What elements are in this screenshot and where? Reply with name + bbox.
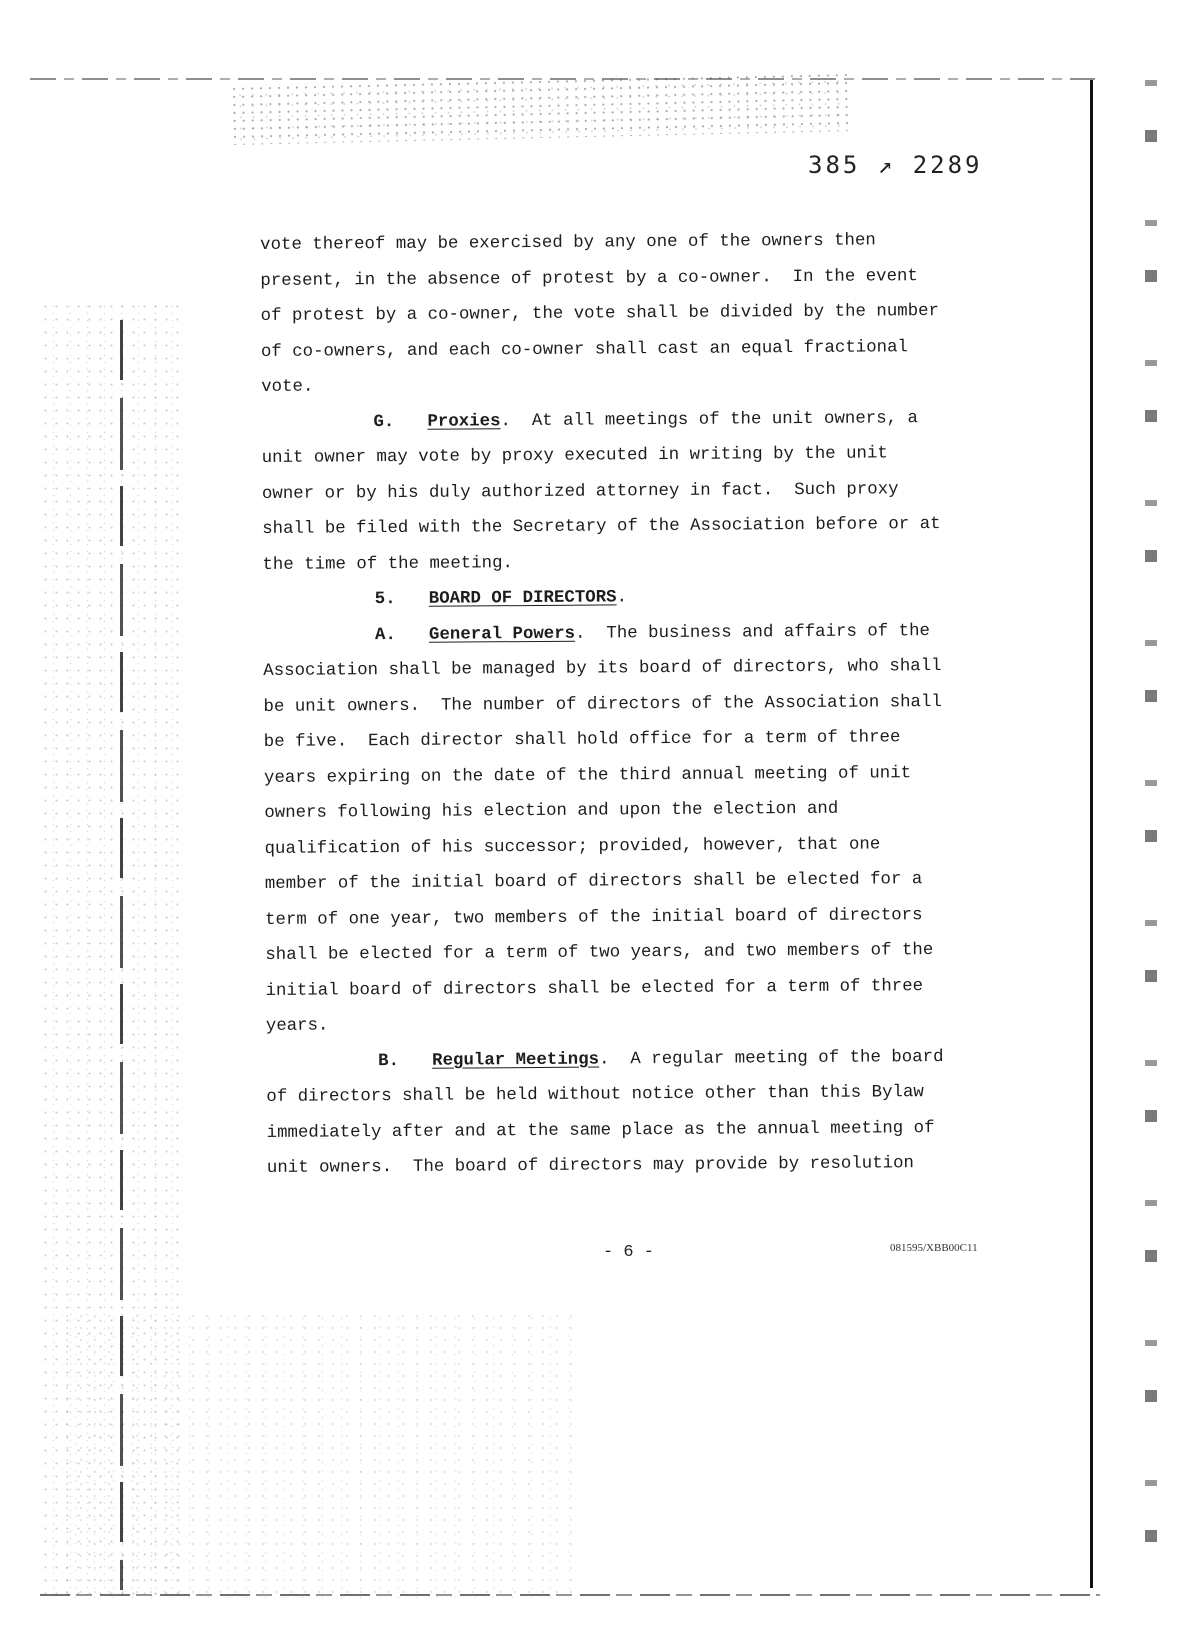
section-b-first-line (266, 1039, 986, 1080)
page-border-left (120, 320, 123, 1590)
text-span: . The business and affairs of the (575, 621, 930, 644)
text-line: vote thereof may be exercised by any one of the owners then (260, 231, 876, 255)
text-line: shall be filed with the Secretary of the Association before or at (262, 515, 941, 539)
book-page-number: 385 ↗ 2289 (808, 151, 983, 179)
section-heading-board: BOARD OF DIRECTORS (428, 588, 617, 609)
scan-noise-bottom (60, 1310, 580, 1600)
text-line: of co-owners, and each co-owner shall cast an equal fractional (260, 337, 909, 362)
document-body (260, 223, 987, 1187)
text-line: be unit owners. The number of directors of the Association shall (263, 692, 942, 717)
text-line: owner or by his duly authorized attorney in fact. Such proxy (261, 479, 899, 504)
section-number: 5. (374, 590, 396, 610)
margin-marks (1145, 40, 1157, 1600)
text-line: term of one year, two members of the initial board of directors (265, 905, 923, 930)
section-a-first-line (263, 613, 983, 654)
page-number: - 6 - (603, 1243, 655, 1262)
text-line: years. (265, 1016, 329, 1036)
text-span: . At all meetings of the unit owners, a (500, 408, 918, 431)
text-line: owners following his election and upon the election and (264, 799, 839, 823)
text-line: the time of the meeting. (262, 553, 514, 575)
text-line: present, in the absence of protest by a co-owner. In the event (260, 266, 918, 291)
text-line: Association shall be managed by its board of directors, who shall (263, 657, 942, 681)
text-line: immediately after and at the same place as the annual meeting of (266, 1118, 935, 1143)
text-line: unit owners. The board of directors may provide by resolution (266, 1154, 914, 1178)
text-line: qualification of his successor; provided, however, that one (264, 834, 881, 859)
text-line: vote. (261, 377, 314, 397)
text-line: of directors shall be held without notice other than this Bylaw (266, 1083, 924, 1107)
text-line: initial board of directors shall be elected for a term of three (265, 976, 924, 1001)
section-5-heading-line (263, 578, 983, 619)
text-line: years expiring on the date of the third annual meeting of unit (263, 763, 912, 788)
text-span: . (616, 588, 628, 608)
section-heading-proxies: Proxies (427, 411, 501, 432)
page-border-right (1090, 80, 1093, 1588)
scan-noise-top (229, 71, 850, 145)
text-line: shall be elected for a term of two years, and two members of the (265, 941, 934, 965)
text-line: member of the initial board of directors shall be elected for a (264, 870, 923, 894)
text-line: be five. Each director shall hold office for a term of three (263, 728, 901, 752)
section-heading-regular-meetings: Regular Meetings (432, 1050, 600, 1071)
document-code: 081595/XBB00C11 (890, 1242, 978, 1254)
text-line: of protest by a co-owner, the vote shall be divided by the number (260, 302, 940, 326)
text-span: . A regular meeting of the board (599, 1047, 944, 1070)
section-heading-general-powers: General Powers (428, 624, 576, 645)
page-edge-bottom (40, 1594, 1100, 1596)
text-line: unit owner may vote by proxy executed in writing by the unit (261, 444, 888, 468)
section-letter: A. (374, 625, 396, 645)
section-letter: G. (373, 412, 395, 432)
page-edge-top (30, 78, 1095, 80)
section-letter: B. (378, 1051, 400, 1071)
section-g-first-line (261, 400, 981, 441)
